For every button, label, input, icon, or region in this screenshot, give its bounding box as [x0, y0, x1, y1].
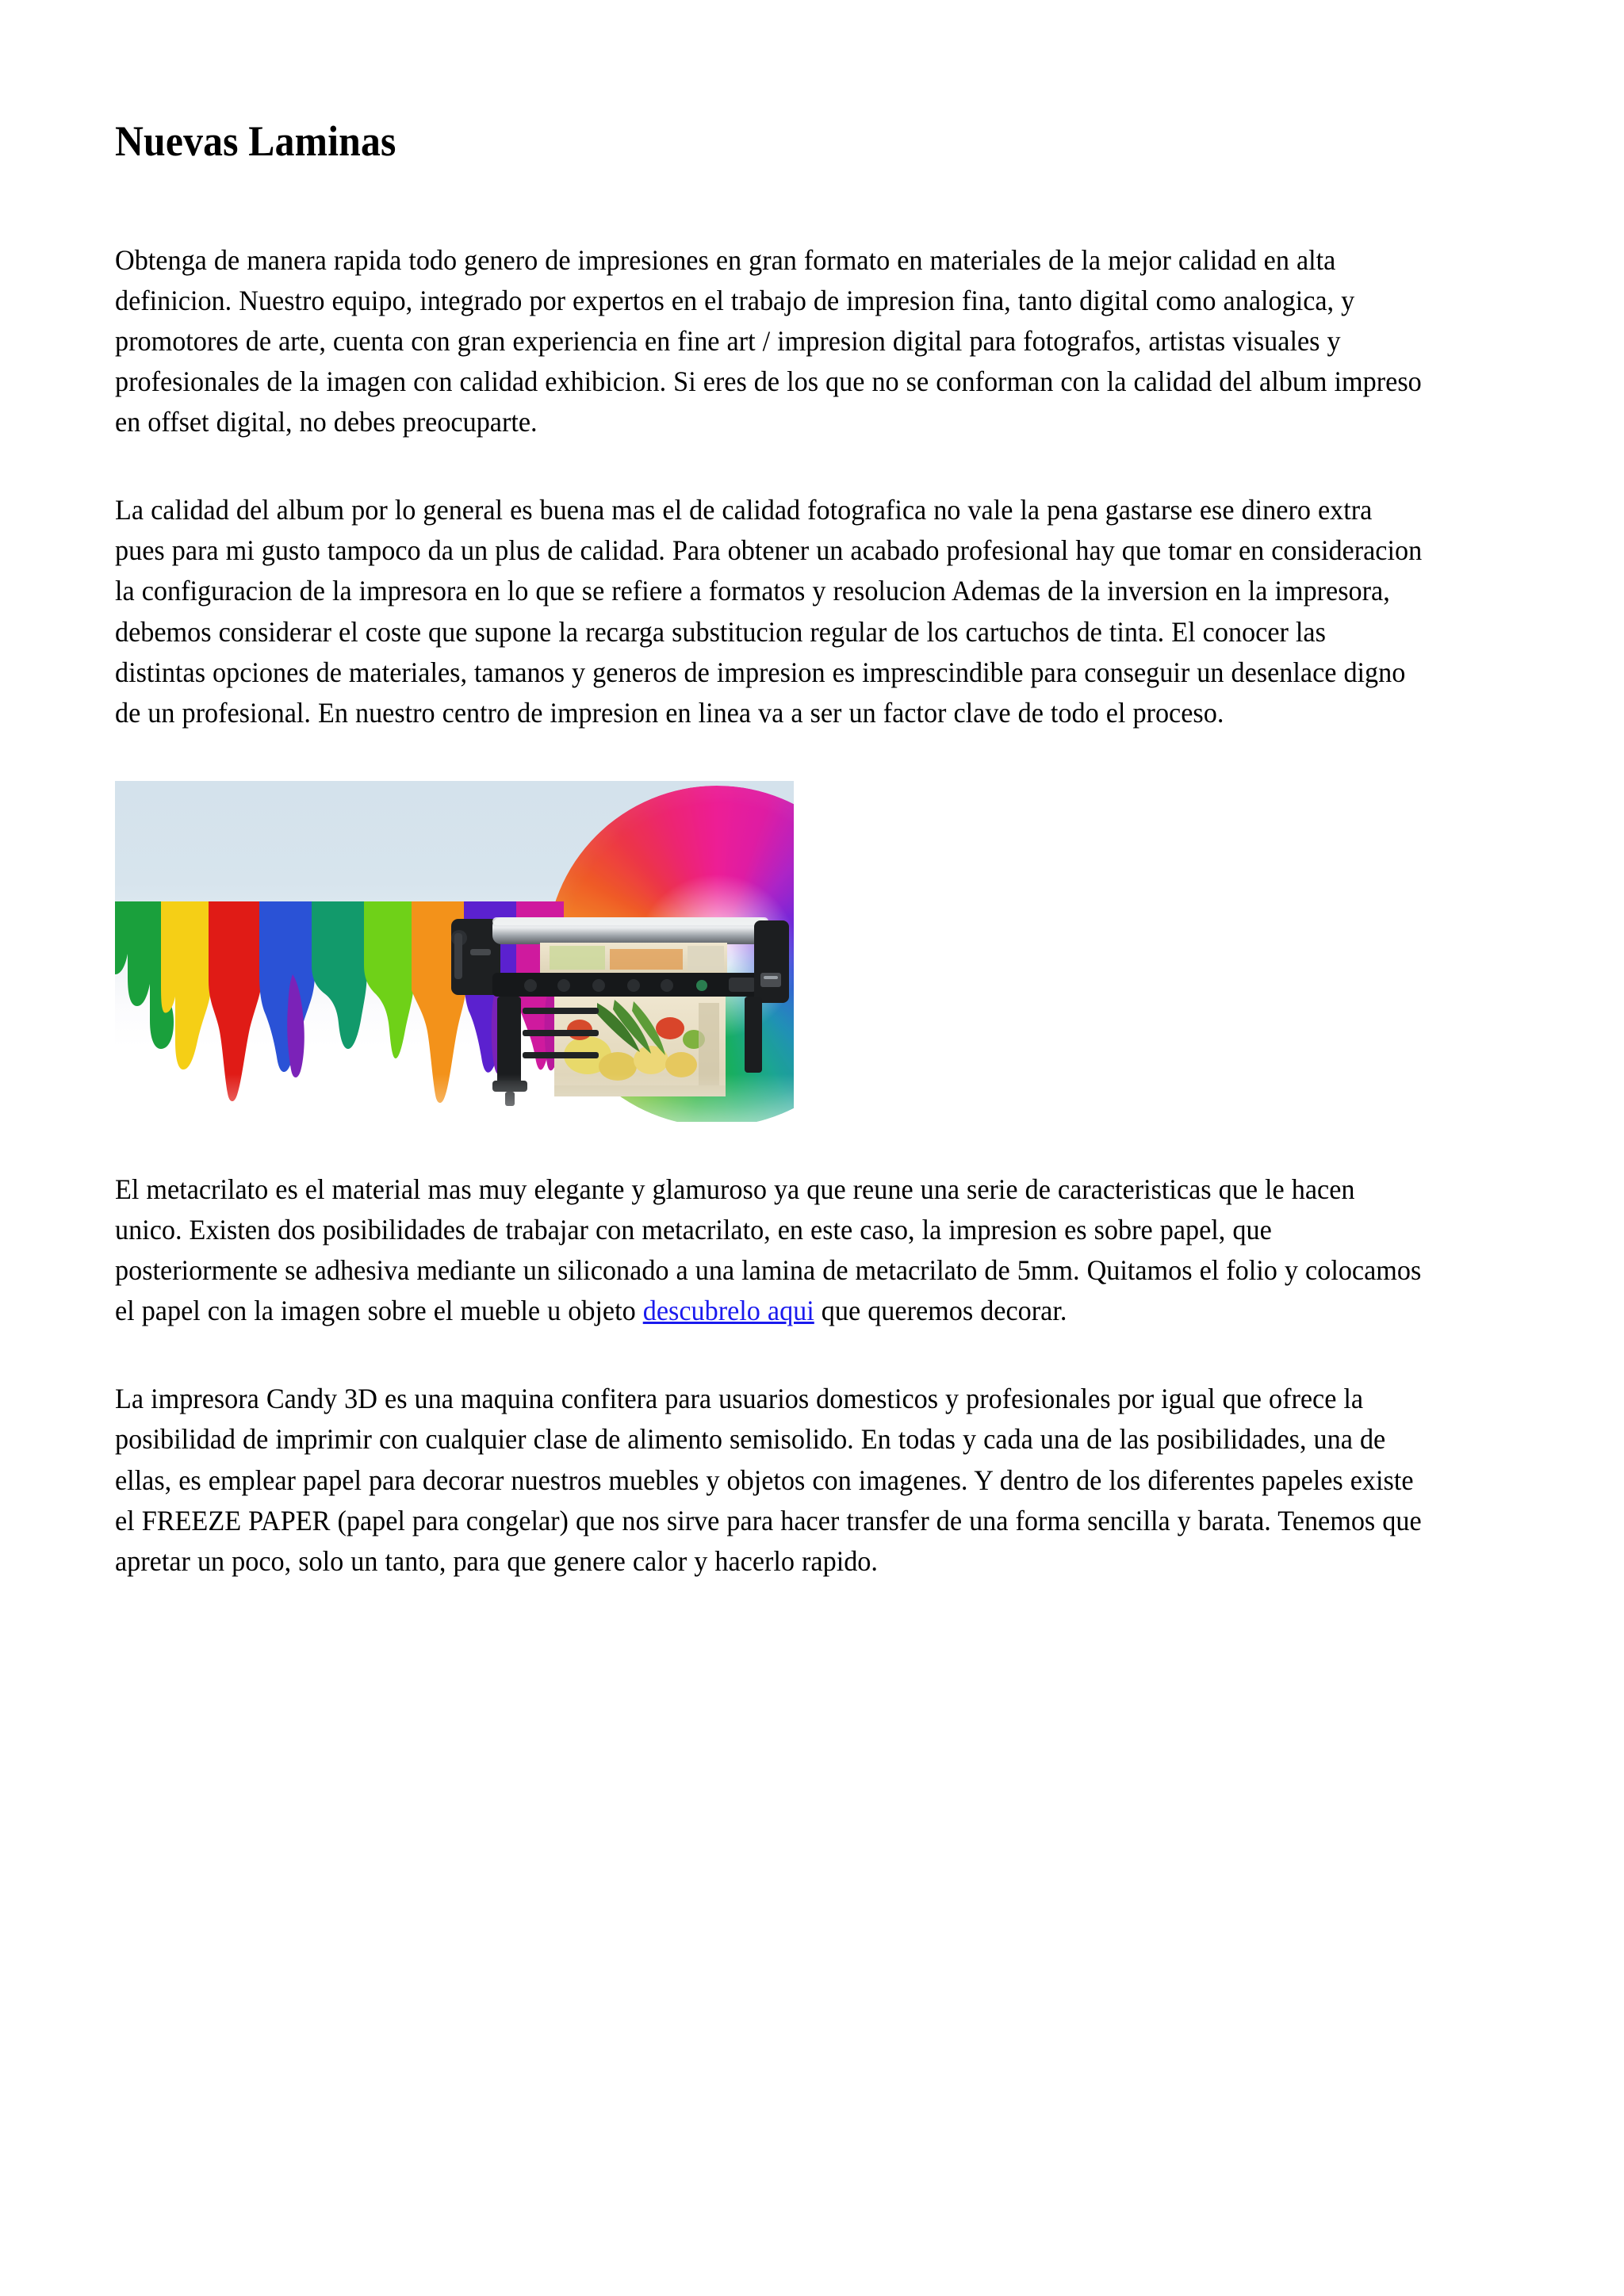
paragraph-2: La calidad del album por lo general es buena mas el de calidad fotografica no vale la pena gastarse ese dinero extra pues para mi gusto tampoco da un plus de calidad. Para obtener un acabado profesional hay que tomar en consideracion la configuracion de la impresora en lo que se refiere a formatos y resolucion Ademas de la inversion en la impresora, debemos considerar el coste que supone la recarga substitucion regular de los cartuchos de tinta. El conocer las distintas opciones de materiales, tamanos y generos de impresion es imprescindible para conseguir un desenlace digno de un profesional. En nuestro centro de impresion en linea va a ser un factor clave de todo el proceso. — [115, 494, 1423, 729]
paragraph-3-text-before-link: El metacrilato es el material mas muy elegante y glamuroso ya que reune una serie de caracteristicas que le hacen unico. Existen dos posibilidades de trabajar con metacrilato, en este caso, la impresion es sobre papel, que posteriormente se adhesiva mediante un siliconado a una lamina de metacrilato de 5mm. Quitamos el folio y colocamos el papel con la imagen sobre el mueble u objeto — [115, 1173, 1422, 1327]
descubrelo-aqui-link[interactable]: descubrelo aqui — [642, 1295, 814, 1327]
page-title: Nuevas Laminas — [115, 117, 396, 165]
paragraph-3-text-after-link: que queremos decorar. — [814, 1295, 1067, 1327]
printer-graphic — [446, 897, 794, 1122]
paragraph-1: Obtenga de manera rapida todo genero de impresiones en gran formato en materiales de la mejor calidad en alta definicion. Nuestro equipo, integrado por expertos en el trabajo de impresion fina, tanto digital como analogica, y promotores de arte, cuenta con gran experiencia en fine art / impresion digital para fotografos, artistas visuales y profesionales de la imagen con calidad exhibicion. Si eres de los que no se conforman con la calidad del album impreso en offset digital, no debes preocuparte. — [115, 243, 1422, 438]
paragraph-4: La impresora Candy 3D es una maquina confitera para usuarios domesticos y profesionales por igual que ofrece la posibilidad de imprimir con cualquier clase de alimento semisolido. En todas y cada una de las posibilidades, una de ellas, es emplear papel para decorar nuestros muebles y objetos con imagenes. Y dentro de los diferentes papeles existe el FREEZE PAPER (papel para congelar) que nos sirve para hacer transfer de una forma sencilla y barata. Tenemos que apretar un poco, solo un tanto, para que genere calor y hacerlo rapido. — [115, 1383, 1422, 1577]
figure-large-format-printer — [115, 781, 794, 1122]
paragraph-3 — [115, 1169, 1422, 1331]
